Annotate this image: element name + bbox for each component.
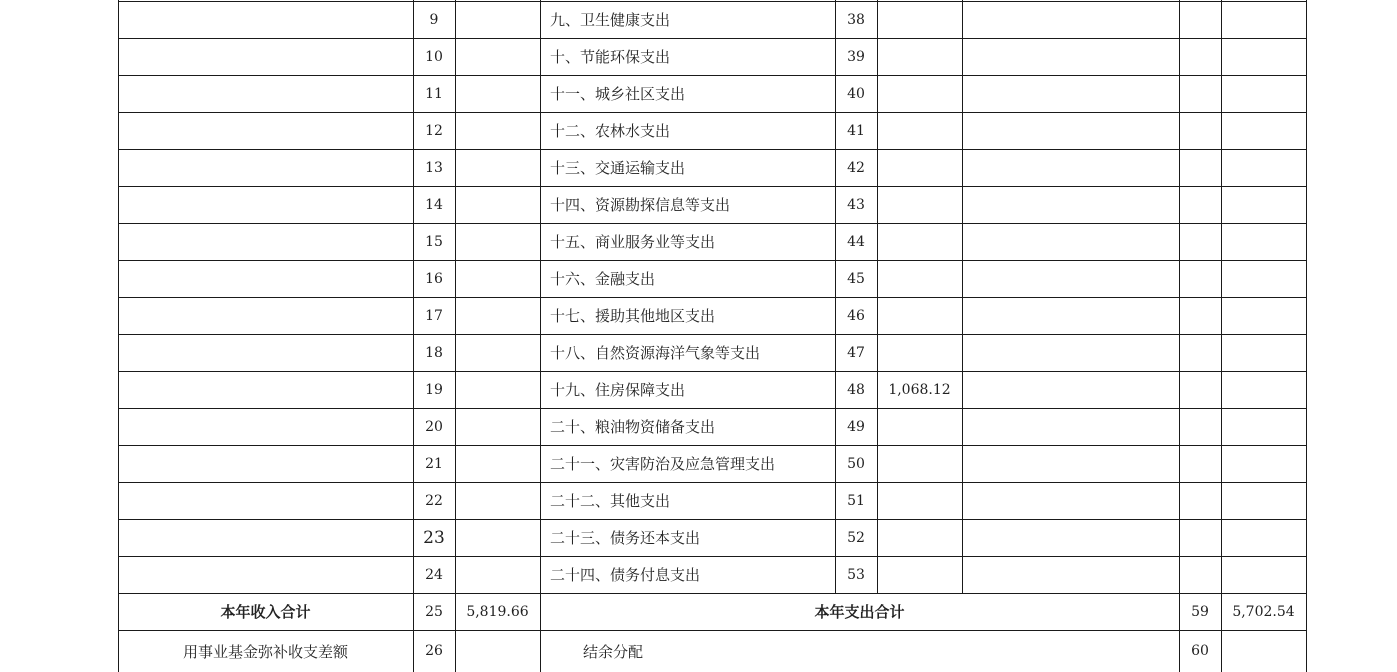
expense-item-name: 十五、商业服务业等支出: [550, 233, 716, 251]
row-number: 10: [425, 48, 443, 65]
expense-line-number: 51: [847, 492, 865, 509]
expense-line-number: 43: [847, 196, 865, 213]
expense-item-name: 十六、金融支出: [550, 270, 656, 288]
expense-item-name: 十八、自然资源海洋气象等支出: [550, 344, 761, 362]
table-gridline: [118, 408, 1307, 409]
expense-item-name: 十、节能环保支出: [550, 48, 671, 66]
table-gridline: [118, 0, 119, 672]
row-number: 21: [425, 455, 443, 472]
table-gridline: [118, 482, 1307, 483]
expense-item-name: 十七、援助其他地区支出: [550, 307, 716, 325]
table-gridline: [413, 0, 414, 672]
table-gridline: [118, 38, 1307, 39]
table-gridline: [118, 260, 1307, 261]
expense-item-name: 二十、粮油物资储备支出: [550, 418, 716, 436]
expense-item-name: 十三、交通运输支出: [550, 159, 686, 177]
row-number: 15: [425, 233, 443, 250]
expense-amount: [877, 519, 962, 556]
expense-item-name: 十四、资源勘探信息等支出: [550, 196, 731, 214]
expense-amount: 1,068.12: [888, 381, 951, 398]
expense-line-number: 49: [847, 418, 865, 435]
expense-line-number: 50: [847, 455, 865, 472]
expense-amount: [877, 149, 962, 186]
row-number: 14: [425, 196, 443, 213]
row-number: 16: [425, 270, 443, 287]
row-number: 13: [425, 159, 443, 176]
income-total-amount: 5,819.66: [466, 603, 529, 620]
table-gridline: [118, 519, 1307, 520]
table-gridline: [118, 445, 1307, 446]
table-gridline: [455, 0, 456, 672]
expense-item-name: 十一、城乡社区支出: [550, 85, 686, 103]
expense-item-name: 二十三、债务还本支出: [550, 529, 701, 547]
row-number: 17: [425, 307, 443, 324]
expense-line-number: 40: [847, 85, 865, 102]
table-gridline: [118, 149, 1307, 150]
expense-amount: [877, 260, 962, 297]
expense-line-number: 52: [847, 529, 865, 546]
expense-amount: [877, 223, 962, 260]
expense-item-name: 二十一、灾害防治及应急管理支出: [550, 455, 776, 473]
expense-amount: [877, 408, 962, 445]
expense-amount: [877, 482, 962, 519]
row-number: 24: [425, 566, 443, 583]
expense-item-name: 十九、住房保障支出: [550, 381, 686, 399]
expense-total-label: 本年支出合计: [814, 603, 905, 621]
expense-line-number: 38: [847, 11, 865, 28]
income-total-label: 本年收入合计: [220, 603, 311, 621]
row-number: 9: [429, 11, 439, 28]
expense-item-name: 十二、农林水支出: [550, 122, 671, 140]
table-gridline: [540, 0, 541, 672]
expense-amount: [877, 556, 962, 593]
expense-amount: [877, 1, 962, 38]
row-number: 22: [425, 492, 443, 509]
table-gridline: [118, 1, 1307, 2]
row-number: 11: [425, 85, 443, 102]
expense-line-number: 39: [847, 48, 865, 65]
table-gridline: [118, 593, 1307, 594]
table-gridline: [118, 630, 1307, 631]
surplus-line: 60: [1191, 643, 1209, 659]
expense-item-name: 二十二、其他支出: [550, 492, 671, 510]
expense-line-number: 47: [847, 344, 865, 361]
expense-line-number: 41: [847, 122, 865, 139]
row-number: 18: [425, 344, 443, 361]
table-gridline: [118, 186, 1307, 187]
row-number: 12: [425, 122, 443, 139]
table-gridline: [118, 297, 1307, 298]
fund-gap-line: 26: [425, 643, 443, 659]
expense-amount: [877, 112, 962, 149]
fund-gap-label: 用事业基金弥补收支差额: [182, 642, 348, 661]
expense-line-number: 48: [847, 381, 865, 398]
table-gridline: [118, 556, 1307, 557]
expense-total-line: 59: [1191, 603, 1209, 620]
expense-line-number: 53: [847, 566, 865, 583]
table-gridline: [118, 223, 1307, 224]
expense-amount: [877, 334, 962, 371]
expense-line-number: 42: [847, 159, 865, 176]
table-gridline: [118, 75, 1307, 76]
expense-amount: [877, 297, 962, 334]
table-gridline: [118, 371, 1307, 372]
expense-amount: [877, 38, 962, 75]
expense-item-name: 九、卫生健康支出: [550, 11, 671, 29]
expense-item-name: 二十四、债务付息支出: [550, 566, 701, 584]
row-number: 20: [425, 418, 443, 435]
expense-line-number: 45: [847, 270, 865, 287]
row-number: 19: [425, 381, 443, 398]
row-number: 23: [423, 527, 445, 548]
table-gridline: [1179, 0, 1180, 672]
surplus-label: 结余分配: [583, 642, 644, 661]
expense-amount: [877, 186, 962, 223]
table-gridline: [1221, 0, 1222, 672]
table-gridline: [1306, 0, 1307, 672]
table-gridline: [962, 0, 963, 593]
table-gridline: [118, 112, 1307, 113]
table-gridline: [835, 0, 836, 593]
table-gridline: [118, 334, 1307, 335]
expense-amount: [877, 75, 962, 112]
income-total-line: 25: [425, 603, 443, 620]
expense-total-amount: 5,702.54: [1232, 603, 1295, 620]
expense-line-number: 46: [847, 307, 865, 324]
expense-line-number: 44: [847, 233, 865, 250]
expense-amount: [877, 445, 962, 482]
table-gridline: [877, 0, 878, 593]
